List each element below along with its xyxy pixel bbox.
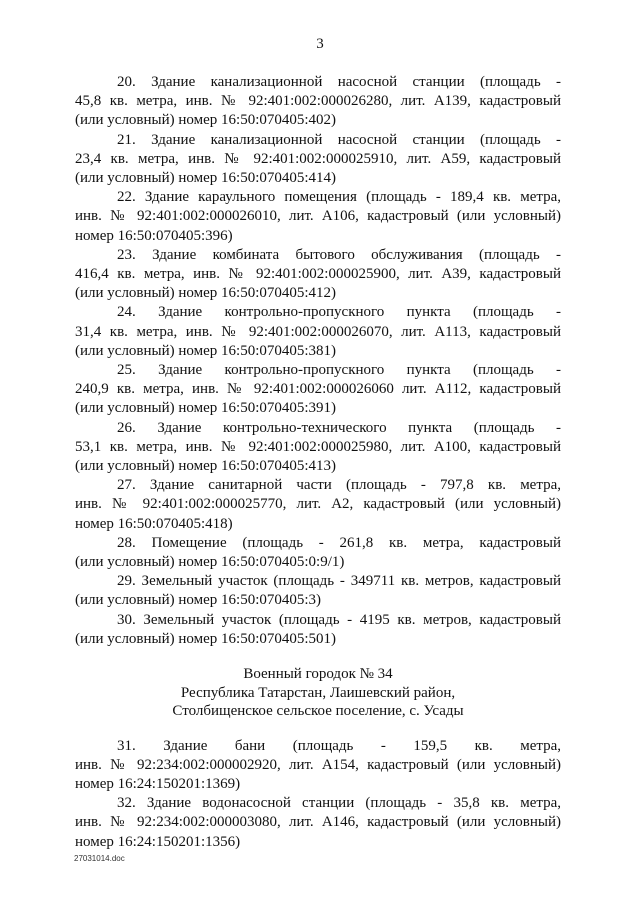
item-line: инв. № 92:234:002:000003080, лит. А146, кадастровый (или условный) (75, 814, 561, 831)
list-item (75, 476, 561, 534)
item-line: 45,8 кв. метра, инв. № 92:401:002:000026280, лит. А139, кадастровый (75, 93, 561, 110)
item-line: инв. № 92:401:002:000026010, лит. А106, кадастровый (или условный) (75, 208, 561, 225)
item-line: инв. № 92:401:002:000025770, лит. А2, кадастровый (или условный) (75, 496, 561, 513)
list-item (75, 131, 561, 189)
item-line: (или условный) номер 16:50:070405:3) (75, 592, 322, 609)
item-line: 22. Здание караульного помещения (площадь - 189,4 кв. метра, (117, 189, 561, 206)
item-line: 27. Здание санитарной части (площадь - 797,8 кв. метра, (117, 477, 561, 494)
item-line: 32. Здание водонасосной станции (площадь - 35,8 кв. метра, (117, 795, 561, 812)
list-item (75, 611, 561, 649)
list-item (75, 572, 561, 610)
item-line: 29. Земельный участок (площадь - 349711 кв. метров, кадастровый (117, 573, 561, 590)
item-line: (или условный) номер 16:50:070405:391) (75, 400, 337, 417)
item-line: (или условный) номер 16:50:070405:0:9/1) (75, 554, 345, 571)
item-line: 53,1 кв. метра, инв. № 92:401:002:000025980, лит. А100, кадастровый (75, 438, 561, 455)
item-line: 21. Здание канализационной насосной станции (площадь - (117, 131, 561, 148)
list-item (75, 188, 561, 246)
item-line: 24. Здание контрольно-пропускного пункта (площадь - (117, 304, 561, 321)
item-line: 26. Здание контрольно-технического пункта (площадь - (117, 419, 561, 436)
list-item (75, 737, 561, 795)
item-line: 30. Земельный участок (площадь - 4195 кв. метров, кадастровый (117, 611, 561, 628)
list-item (75, 534, 561, 572)
item-line: (или условный) номер 16:50:070405:501) (75, 630, 337, 647)
item-line: 20. Здание канализационной насосной станции (площадь - (117, 74, 561, 90)
item-line: 25. Здание контрольно-пропускного пункта (площадь - (117, 362, 561, 379)
item-line: 28. Помещение (площадь - 261,8 кв. метра, кадастровый (117, 534, 561, 551)
item-line: 23. Здание комбината бытового обслуживания (площадь - (117, 246, 561, 263)
item-line: номер 16:24:150201:1356) (75, 833, 241, 850)
list-item (75, 361, 561, 419)
item-line: 23,4 кв. метра, инв. № 92:401:002:000025910, лит. А59, кадастровый (75, 150, 561, 167)
item-line: 31,4 кв. метра, инв. № 92:401:002:000026070, лит. А113, кадастровый (75, 323, 561, 340)
item-line: (или условный) номер 16:50:070405:402) (75, 112, 337, 129)
item-line: (или условный) номер 16:50:070405:413) (75, 458, 337, 475)
section-heading (75, 665, 561, 721)
item-line: 31. Здание бани (площадь - 159,5 кв. метра, (117, 737, 561, 754)
list-item (75, 73, 561, 131)
page-number: 3 (316, 36, 324, 52)
item-line: 416,4 кв. метра, инв. № 92:401:002:000025900, лит. А39, кадастровый (75, 266, 561, 283)
list-item (75, 246, 561, 304)
list-item (75, 794, 561, 852)
item-line: (или условный) номер 16:50:070405:412) (75, 285, 337, 302)
item-line: номер 16:24:150201:1369) (75, 776, 241, 792)
item-line: инв. № 92:234:002:000002920, лит. А154, кадастровый (или условный) (75, 756, 561, 773)
list-item (75, 303, 561, 361)
heading-title: Военный городок № 34 (243, 666, 393, 683)
property-list-part2 (75, 737, 561, 852)
file-name-footer: 27031014.doc (74, 854, 125, 863)
item-line: (или условный) номер 16:50:070405:414) (75, 170, 337, 187)
item-line: (или условный) номер 16:50:070405:381) (75, 342, 337, 359)
document-body (75, 73, 561, 852)
property-list-part1 (75, 73, 561, 649)
list-item (75, 419, 561, 477)
item-line: номер 16:50:070405:418) (75, 515, 233, 532)
item-line: номер 16:50:070405:396) (75, 227, 233, 244)
heading-region: Республика Татарстан, Лаишевский район, (180, 684, 456, 701)
item-line: 240,9 кв. метра, инв. № 92:401:002:000026060 лит. А112, кадастровый (75, 381, 561, 398)
heading-settlement: Столбищенское сельское поселение, с. Усады (172, 703, 464, 720)
